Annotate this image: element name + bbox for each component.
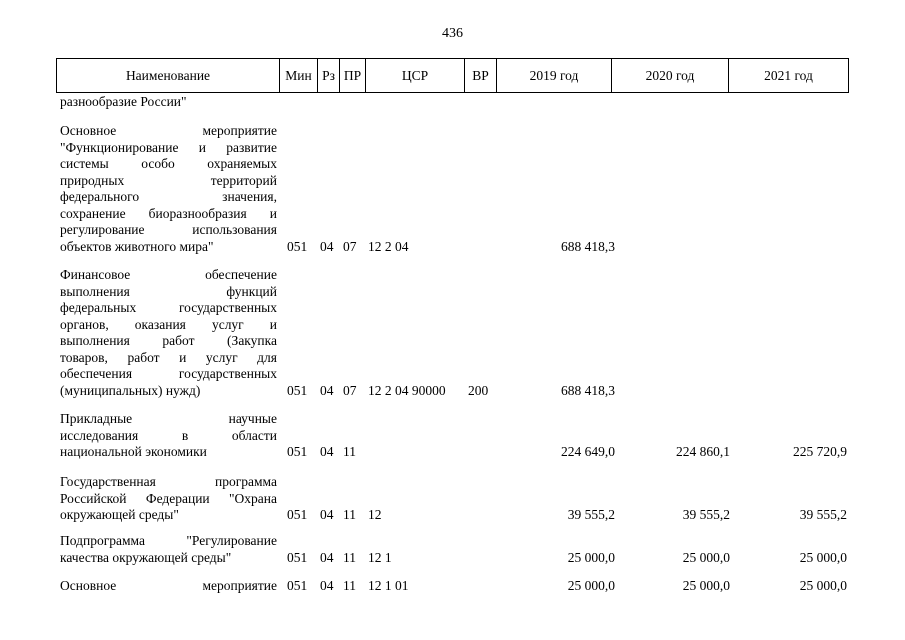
row-name — [60, 533, 277, 566]
header-rz: Рз — [318, 59, 340, 93]
row-pr: 11 — [343, 507, 356, 522]
row-value-2019: 39 555,2 — [567, 507, 615, 522]
header-csr: ЦСР — [366, 59, 465, 93]
row-name-line: федерального значения, — [60, 189, 277, 204]
row-name-line: системы особо охраняемых — [60, 156, 277, 171]
row-name-line: сохранение биоразнообразия и — [60, 205, 277, 221]
row-value-2019: 688 418,3 — [561, 238, 615, 254]
row-name-line: товаров, работ и услуг для — [60, 349, 277, 365]
row-name-line: разнообразие России" — [60, 94, 187, 109]
table-header — [56, 58, 849, 93]
row-rz: 04 — [320, 507, 334, 522]
row-value-2020: 25 000,0 — [682, 549, 730, 565]
header-pr: ПР — [340, 59, 366, 93]
header-2019: 2019 год — [497, 59, 612, 93]
row-pr: 07 — [343, 238, 357, 254]
row-name-line: национальной экономики — [60, 444, 207, 459]
row-csr: 12 1 — [368, 549, 392, 565]
header-vr: ВР — [465, 59, 497, 93]
row-name-line: Финансовое обеспечение — [60, 267, 277, 282]
row-name-line: окружающей среды" — [60, 507, 179, 522]
row-value-2021: 39 555,2 — [799, 507, 847, 522]
row-name — [60, 411, 277, 461]
row-min: 051 — [287, 549, 308, 565]
row-value-2019: 25 000,0 — [567, 549, 615, 565]
row-name-line: (муниципальных) нужд) — [60, 382, 201, 398]
row-name — [60, 123, 277, 255]
row-csr: 12 1 01 — [368, 578, 409, 593]
row-name-line: "Функционирование и развитие — [60, 139, 277, 155]
row-name — [60, 94, 277, 111]
row-name — [60, 267, 277, 399]
row-min: 051 — [287, 382, 308, 398]
row-pr: 11 — [343, 549, 356, 565]
row-name-line: обеспечения государственных — [60, 366, 277, 381]
row-csr: 12 2 04 — [368, 238, 409, 254]
row-name-line: природных территорий — [60, 172, 277, 188]
row-name-line: объектов животного мира" — [60, 238, 214, 254]
row-min: 051 — [287, 578, 308, 593]
row-vr: 200 — [468, 382, 489, 398]
row-rz: 04 — [320, 549, 334, 565]
header-2020: 2020 год — [612, 59, 729, 93]
row-value-2020: 224 860,1 — [676, 444, 730, 459]
row-csr: 12 2 04 90000 — [368, 382, 446, 398]
row-min: 051 — [287, 444, 308, 459]
row-value-2020: 39 555,2 — [682, 507, 730, 522]
row-name-line: Подпрограмма "Регулирование — [60, 533, 277, 548]
row-name-line: качества окружающей среды" — [60, 549, 232, 565]
row-value-2019: 688 418,3 — [561, 382, 615, 398]
row-value-2019: 224 649,0 — [561, 444, 615, 459]
header-name: Наименование — [57, 59, 280, 93]
row-csr: 12 — [368, 507, 382, 522]
row-rz: 04 — [320, 382, 334, 398]
row-name-line: выполнения работ (Закупка — [60, 333, 277, 348]
row-rz: 04 — [320, 444, 334, 459]
row-value-2021: 225 720,9 — [793, 444, 847, 459]
row-name — [60, 578, 277, 595]
header-2021: 2021 год — [729, 59, 849, 93]
row-name-line: выполнения функций — [60, 283, 277, 299]
row-name-line: Основное мероприятие — [60, 578, 277, 593]
row-pr: 07 — [343, 382, 357, 398]
row-name-line: исследования в области — [60, 427, 277, 443]
row-value-2021: 25 000,0 — [799, 578, 847, 593]
row-value-2019: 25 000,0 — [567, 578, 615, 593]
page-number: 436 — [442, 26, 463, 41]
row-pr: 11 — [343, 444, 356, 459]
header-min: Мин — [280, 59, 318, 93]
row-name-line: органов, оказания услуг и — [60, 316, 277, 332]
row-min: 051 — [287, 238, 308, 254]
row-value-2020: 25 000,0 — [682, 578, 730, 593]
row-name — [60, 474, 277, 524]
row-min: 051 — [287, 507, 308, 522]
row-value-2021: 25 000,0 — [799, 549, 847, 565]
row-pr: 11 — [343, 578, 356, 593]
row-name-line: федеральных государственных — [60, 300, 277, 315]
row-name-line: Государственная программа — [60, 474, 277, 489]
row-rz: 04 — [320, 238, 334, 254]
row-rz: 04 — [320, 578, 334, 593]
row-name-line: регулирование использования — [60, 222, 277, 237]
row-name-line: Российской Федерации "Охрана — [60, 490, 277, 506]
row-name-line: Прикладные научные — [60, 411, 277, 426]
row-name-line: Основное мероприятие — [60, 123, 277, 138]
